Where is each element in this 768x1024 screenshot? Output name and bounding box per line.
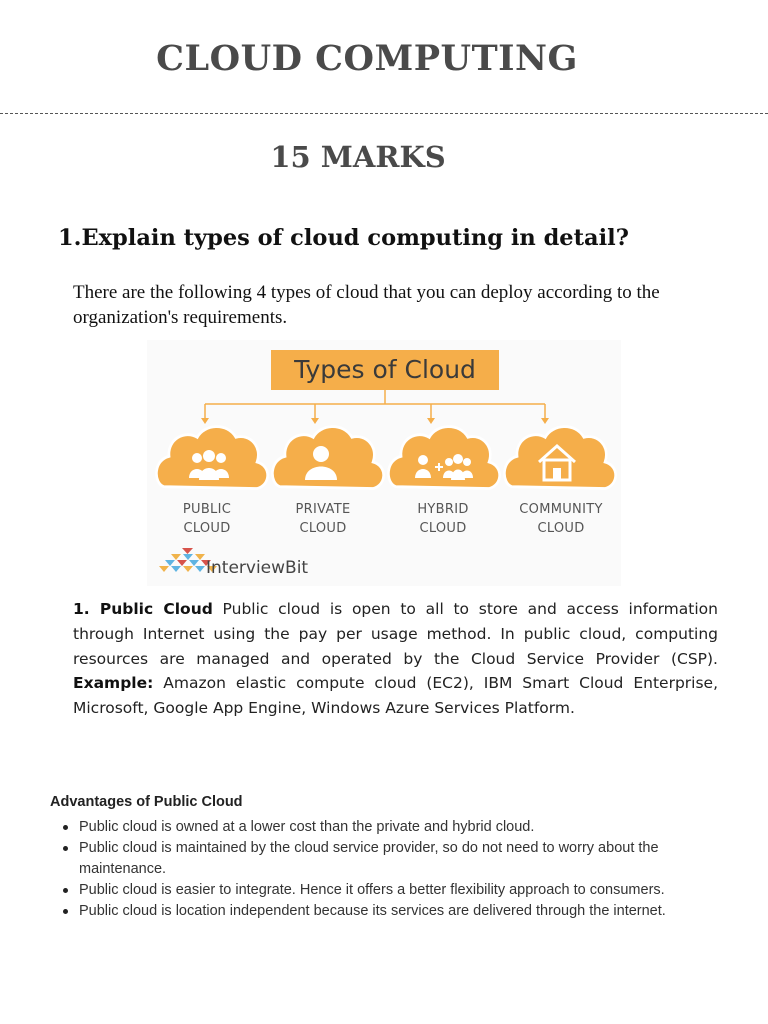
list-item: Public cloud is owned at a lower cost than the private and hybrid cloud. xyxy=(79,817,719,838)
section-body-1: Public cloud is open to all to store and access information through Internet using the pay per usage method. In public cloud, computing resources are managed and operated by the Cloud Service Provider (CSP). xyxy=(73,600,718,668)
cloud-label-line: CLOUD xyxy=(537,521,585,536)
arrowheads xyxy=(201,418,549,424)
cloud-label-community xyxy=(506,500,616,538)
cloud-label-line: CLOUD xyxy=(419,521,467,536)
list-item: Public cloud is maintained by the cloud service provider, so do not need to worry about the maintenance. xyxy=(79,838,719,879)
page-title: CLOUD COMPUTING xyxy=(156,38,578,79)
advantages-list xyxy=(79,817,719,922)
list-item: Public cloud is location independent because its services are delivered through the internet. xyxy=(79,901,719,922)
section-heading: 1. Public Cloud xyxy=(73,600,213,618)
advantages-heading: Advantages of Public Cloud xyxy=(50,794,243,810)
cloud-label-line: HYBRID xyxy=(417,502,469,517)
cloud-label-line: CLOUD xyxy=(183,521,231,536)
figure-title-box: Types of Cloud xyxy=(271,350,499,390)
cloud-label-line: COMMUNITY xyxy=(519,502,603,517)
cloud-label-line: PUBLIC xyxy=(182,502,232,517)
public-cloud-paragraph xyxy=(73,597,718,721)
cloud-label-hybrid xyxy=(388,500,498,538)
question-heading: 1.Explain types of cloud computing in detail? xyxy=(58,225,629,251)
page-subtitle: 15 MARKS xyxy=(270,140,446,174)
cloud-label-line: PRIVATE xyxy=(295,502,351,517)
brand-name: InterviewBit xyxy=(206,558,309,578)
cloud-label-public xyxy=(152,500,262,538)
example-label: Example: xyxy=(73,674,154,693)
connector-lines xyxy=(205,390,545,420)
cloud-label-private xyxy=(268,500,378,538)
cloud-hybrid xyxy=(388,427,499,489)
cloud-label-line: CLOUD xyxy=(299,521,347,536)
types-of-cloud-figure xyxy=(147,340,621,586)
list-item: Public cloud is easier to integrate. Hence it offers a better flexibility approach to consumers. xyxy=(79,880,719,901)
dashed-divider xyxy=(0,113,768,114)
section-body-2: Amazon elastic compute cloud (EC2), IBM Smart Cloud Enterprise, Microsoft, Google App Engine, Windows Azure Services Platform. xyxy=(73,674,718,718)
intro-paragraph: There are the following 4 types of cloud that you can deploy according to the organization's requirements. xyxy=(73,282,660,328)
